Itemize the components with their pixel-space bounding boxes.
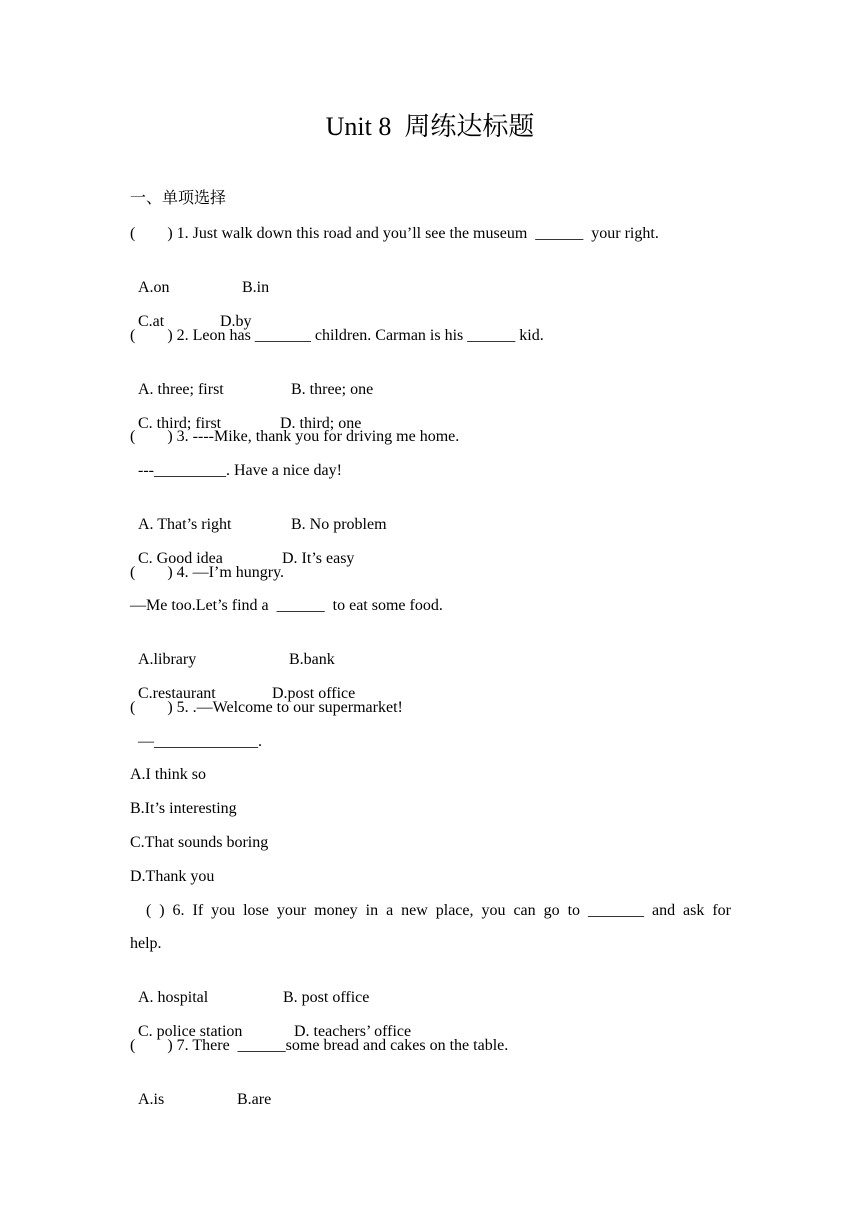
question-3-stem: ( ) 3. ----Mike, thank you for driving me home. xyxy=(130,428,460,445)
question-4-option-b: B.bank xyxy=(289,651,335,668)
question-1-option-a: A.on xyxy=(138,279,170,296)
section-heading: 一、单项选择 xyxy=(130,190,227,207)
question-2-option-c: C. third; first xyxy=(138,415,222,432)
question-3-option-a: A. That’s right xyxy=(138,516,232,533)
question-5-stem-reply: —_____________. xyxy=(130,733,262,750)
question-6-option-c: C. police station xyxy=(138,1023,243,1040)
question-6-stem-continued: help. xyxy=(130,935,162,952)
question-3-option-b: B. No problem xyxy=(291,516,387,533)
question-3-option-c: C. Good idea xyxy=(138,550,223,567)
question-5-option-a: A.I think so xyxy=(130,766,206,783)
question-3-stem-reply: ---_________. Have a nice day! xyxy=(130,462,342,479)
question-4-stem-reply: —Me too.Let’s find a ______ to eat some food. xyxy=(130,597,443,614)
question-6-stem xyxy=(130,901,731,921)
question-5-option-b: B.It’s interesting xyxy=(130,800,237,817)
question-6-option-d: D. teachers’ office xyxy=(294,1023,412,1040)
question-4-option-a: A.library xyxy=(138,651,197,668)
question-5-option-c: C.That sounds boring xyxy=(130,834,269,851)
question-1-stem: ( ) 1. Just walk down this road and you’ll see the museum ______ your right. xyxy=(130,225,659,242)
question-1-option-c: C.at xyxy=(138,313,165,330)
question-2-option-a: A. three; first xyxy=(138,381,224,398)
question-6-stem-text: ( ) 6. If you lose your money in a new place, you can go to _______ and ask for xyxy=(145,902,731,919)
question-2-stem: ( ) 2. Leon has _______ children. Carman is his ______ kid. xyxy=(130,327,544,344)
page-title: Unit 8 周练达标题 xyxy=(325,112,535,141)
question-7-option-b: B.are xyxy=(237,1091,272,1108)
question-1-option-d: D.by xyxy=(220,313,252,330)
question-1-option-b: B.in xyxy=(242,279,270,296)
question-3-option-d: D. It’s easy xyxy=(282,550,355,567)
question-6-option-b: B. post office xyxy=(283,989,370,1006)
question-2-option-b: B. three; one xyxy=(291,381,374,398)
question-4-stem: ( ) 4. —I’m hungry. xyxy=(130,564,285,581)
question-5-option-d: D.Thank you xyxy=(130,868,215,885)
question-2-option-d: D. third; one xyxy=(280,415,362,432)
question-4-option-c: C.restaurant xyxy=(138,685,216,702)
question-7-option-a: A.is xyxy=(138,1091,165,1108)
question-7-stem: ( ) 7. There ______some bread and cakes on the table. xyxy=(130,1037,509,1054)
question-5-stem: ( ) 5. .—Welcome to our supermarket! xyxy=(130,699,403,716)
question-4-option-d: D.post office xyxy=(272,685,356,702)
question-6-option-a: A. hospital xyxy=(138,989,209,1006)
question-7-options-row-1 xyxy=(130,1070,271,1110)
